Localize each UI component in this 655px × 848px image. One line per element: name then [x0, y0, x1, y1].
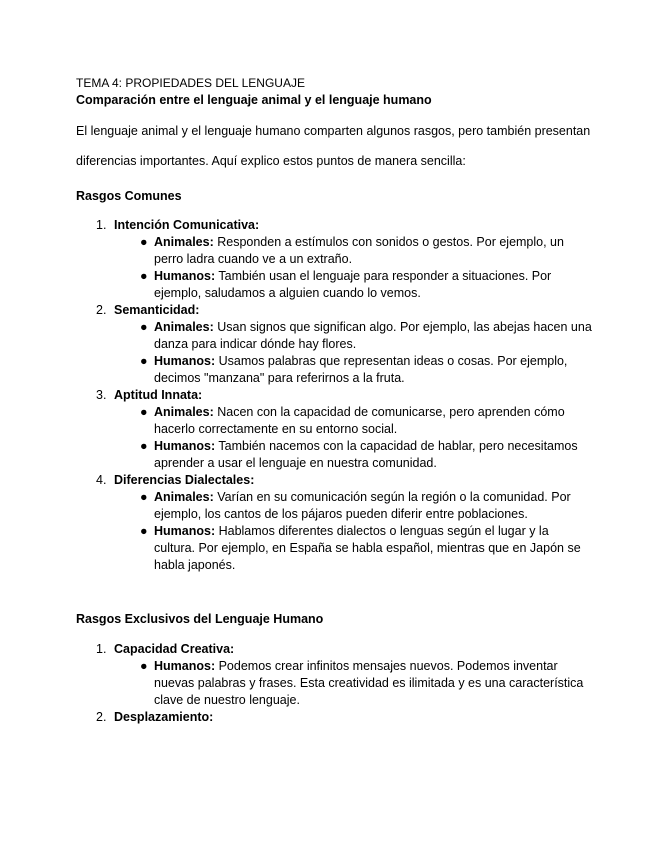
bullet-label: Humanos: — [154, 354, 216, 368]
bullet-text: Podemos crear infinitos mensajes nuevos. Podemos inventar nuevas palabras y frases. Esta creatividad es ilimitada y es una característica clave de nuestro lenguaje. — [154, 659, 584, 707]
bullet-item — [114, 404, 592, 438]
bullet-label: Animales: — [154, 320, 214, 334]
item-number: 2. — [96, 710, 107, 724]
bullet-dot-icon: ● — [140, 524, 148, 538]
bullet-text: Responden a estímulos con sonidos o gestos. Por ejemplo, un perro ladra cuando ve a un extraño. — [154, 235, 564, 266]
bullet-item — [114, 523, 592, 574]
bullet-text: Hablamos diferentes dialectos o lenguas según el lugar y la cultura. Por ejemplo, en España se habla español, mientras que en Japón se habla japonés. — [154, 524, 581, 572]
section-heading-exclusive: Rasgos Exclusivos del Lenguaje Humano — [76, 612, 324, 626]
item-title: Aptitud Innata: — [114, 388, 203, 402]
item-number: 4. — [96, 473, 107, 487]
bullet-text: También usan el lenguaje para responder a situaciones. Por ejemplo, saludamos a alguien cuando lo vemos. — [154, 269, 552, 300]
item-title: Semanticidad: — [114, 303, 200, 317]
bullet-item — [114, 489, 592, 523]
bullet-dot-icon: ● — [140, 354, 148, 368]
bullet-label: Humanos: — [154, 269, 216, 283]
item-title: Intención Comunicativa: — [114, 218, 260, 232]
bullet-item — [114, 658, 592, 709]
bullet-label: Humanos: — [154, 659, 216, 673]
bullet-dot-icon: ● — [140, 405, 148, 419]
item-number: 1. — [96, 218, 107, 232]
sub-bullet-list — [114, 319, 596, 387]
bullet-label: Humanos: — [154, 524, 216, 538]
bullet-text: Nacen con la capacidad de comunicarse, pero aprenden cómo hacerlo correctamente en su entorno social. — [154, 405, 565, 436]
bullet-item — [114, 438, 592, 472]
item-title: Capacidad Creativa: — [114, 642, 235, 656]
list-item — [76, 217, 596, 302]
bullet-item — [114, 234, 592, 268]
bullet-dot-icon: ● — [140, 320, 148, 334]
bullet-dot-icon: ● — [140, 235, 148, 249]
topic-header: TEMA 4: PROPIEDADES DEL LENGUAJE — [76, 76, 305, 90]
item-number: 1. — [96, 642, 107, 656]
bullet-dot-icon: ● — [140, 269, 148, 283]
bullet-text: Usamos palabras que representan ideas o cosas. Por ejemplo, decimos "manzana" para referirnos a la fruta. — [154, 354, 568, 385]
list-item — [76, 709, 596, 726]
list-item — [76, 641, 596, 709]
bullet-label: Animales: — [154, 235, 214, 249]
bullet-dot-icon: ● — [140, 659, 148, 673]
item-number: 2. — [96, 303, 107, 317]
list-item — [76, 302, 596, 387]
bullet-dot-icon: ● — [140, 490, 148, 504]
bullet-item — [114, 353, 592, 387]
document-title: Comparación entre el lenguaje animal y el lenguaje humano — [76, 93, 432, 107]
bullet-text: Usan signos que significan algo. Por ejemplo, las abejas hacen una danza para indicar dónde hay flores. — [154, 320, 592, 351]
item-title: Diferencias Dialectales: — [114, 473, 255, 487]
bullet-item — [114, 319, 592, 353]
exclusive-traits-list — [76, 641, 596, 726]
bullet-item — [114, 268, 592, 302]
bullet-text: Varían en su comunicación según la región o la comunidad. Por ejemplo, los cantos de los pájaros pueden diferir entre poblaciones. — [154, 490, 571, 521]
list-item — [76, 387, 596, 472]
bullet-dot-icon: ● — [140, 439, 148, 453]
bullet-label: Humanos: — [154, 439, 216, 453]
bullet-text: También nacemos con la capacidad de hablar, pero necesitamos aprender a usar el lenguaje en nuestra comunidad. — [154, 439, 578, 470]
bullet-label: Animales: — [154, 490, 214, 504]
sub-bullet-list — [114, 658, 596, 709]
item-number: 3. — [96, 388, 107, 402]
intro-paragraph: El lenguaje animal y el lenguaje humano comparten algunos rasgos, pero también presentan diferencias importantes. Aquí explico estos puntos de manera sencilla: — [76, 124, 591, 168]
common-traits-list — [76, 217, 596, 574]
section-heading-common: Rasgos Comunes — [76, 189, 182, 203]
list-item — [76, 472, 596, 574]
sub-bullet-list — [114, 404, 596, 472]
sub-bullet-list — [114, 489, 596, 574]
item-title: Desplazamiento: — [114, 710, 214, 724]
sub-bullet-list — [114, 234, 596, 302]
bullet-label: Animales: — [154, 405, 214, 419]
